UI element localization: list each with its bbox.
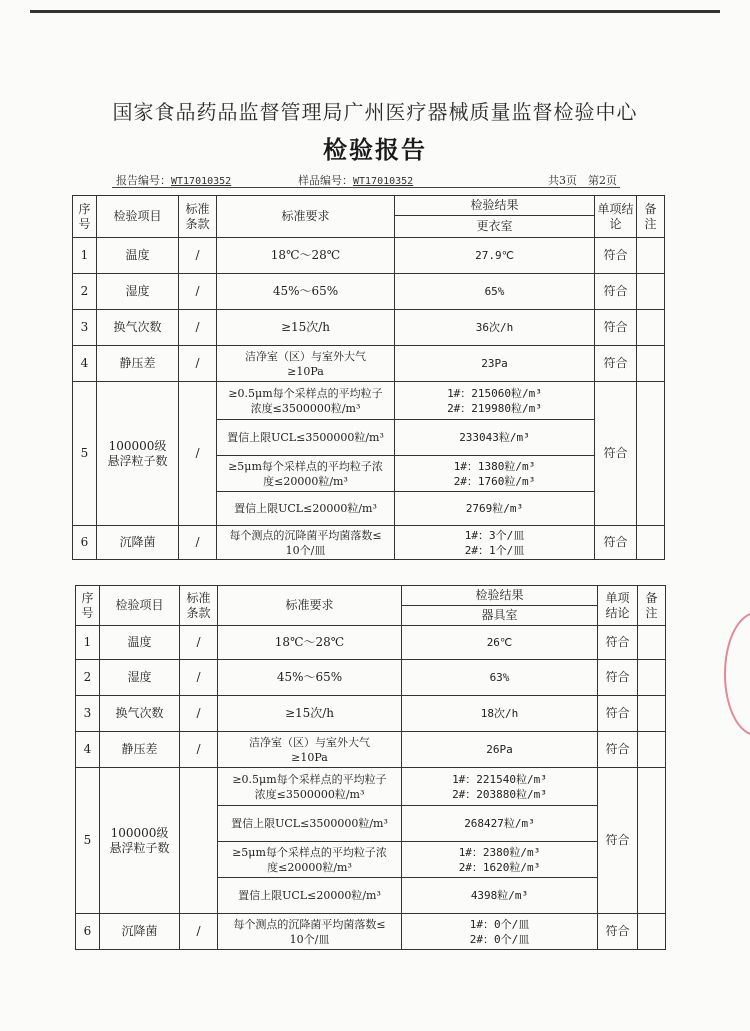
row-verdict: 符合: [598, 732, 638, 768]
requirement-line: 度≤20000粒/m³: [267, 860, 352, 874]
requirement-line: 浓度≤3500000粒/m³: [250, 401, 361, 415]
row-remark: [637, 382, 665, 526]
header-clause: 标准条款: [180, 586, 218, 626]
row-remark: [638, 768, 666, 914]
row-item: 静压差: [97, 346, 179, 382]
requirement-line: 洁净室（区）与室外大气: [249, 735, 370, 749]
row-requirement: 置信上限UCL≤20000粒/m³: [218, 878, 402, 914]
row-remark: [638, 696, 666, 732]
row-number: 1: [76, 626, 100, 660]
row-verdict: 符合: [595, 274, 637, 310]
result-line: 1#：221540粒/m³: [452, 772, 547, 786]
row-remark: [637, 346, 665, 382]
requirement-line: ≥10Pa: [287, 364, 324, 378]
table-row: [76, 914, 666, 950]
row-remark: [637, 274, 665, 310]
table-row: [73, 238, 665, 274]
header-verdict: 单项结论: [598, 586, 638, 626]
row-verdict: 符合: [598, 914, 638, 950]
row-verdict: 符合: [595, 346, 637, 382]
row-remark: [638, 626, 666, 660]
row-clause: /: [179, 382, 217, 526]
header-item: 检验项目: [100, 586, 180, 626]
table-row: [73, 346, 665, 382]
row-remark: [638, 732, 666, 768]
table-row: [76, 696, 666, 732]
header-result: 检验结果: [395, 196, 595, 216]
table-row: [76, 660, 666, 696]
location-label: 更衣室: [395, 216, 595, 238]
row-result: 27.9℃: [395, 238, 595, 274]
row-requirement: ≥15次/h: [218, 696, 402, 732]
row-item: 湿度: [97, 274, 179, 310]
organization-name: 国家食品药品监督管理局广州医疗器械质量监督检验中心: [112, 100, 638, 124]
row-result: 26Pa: [402, 732, 598, 768]
row-verdict: 符合: [598, 696, 638, 732]
row-requirement: [218, 914, 402, 950]
table-row: [76, 732, 666, 768]
row-number: 5: [76, 768, 100, 914]
row-clause: /: [180, 732, 218, 768]
table-row: [73, 274, 665, 310]
row-number: 2: [73, 274, 97, 310]
row-requirement: 18℃～28℃: [218, 626, 402, 660]
result-line: 2#：219980粒/m³: [447, 401, 542, 415]
row-result: [402, 768, 598, 806]
row-verdict: 符合: [595, 310, 637, 346]
row-result: [395, 382, 595, 420]
table-row: [76, 626, 666, 660]
row-requirement: [217, 526, 395, 560]
row-number: 4: [73, 346, 97, 382]
row-result: [395, 526, 595, 560]
report-number-label: 报告编号：: [116, 174, 171, 187]
result-line: 2#：203880粒/m³: [452, 787, 547, 801]
row-number: 6: [76, 914, 100, 950]
row-verdict: 符合: [598, 768, 638, 914]
row-number: 3: [76, 696, 100, 732]
table-header-row: [73, 196, 665, 216]
row-requirement: [217, 456, 395, 492]
requirement-line: ≥10Pa: [291, 750, 328, 764]
row-result: [395, 456, 595, 492]
result-line: 1#：215060粒/m³: [447, 386, 542, 400]
header-requirement: 标准要求: [217, 196, 395, 238]
row-requirement: 18℃～28℃: [217, 238, 395, 274]
header-remark: 备注: [637, 196, 665, 238]
row-item: [97, 382, 179, 526]
table-row: [76, 768, 666, 806]
sample-number-value: WT17010352: [353, 176, 414, 187]
official-seal-stamp: [724, 612, 750, 736]
row-requirement: [217, 382, 395, 420]
row-clause: [180, 768, 218, 914]
row-result: 65%: [395, 274, 595, 310]
row-result: 18次/h: [402, 696, 598, 732]
header-seq: 序号: [73, 196, 97, 238]
row-remark: [638, 660, 666, 696]
result-line: 1#：3个/皿: [464, 528, 525, 542]
result-line: 2#：1760粒/m³: [453, 474, 536, 488]
row-remark: [637, 238, 665, 274]
table-row: [73, 310, 665, 346]
report-number: [116, 172, 231, 188]
row-number: 1: [73, 238, 97, 274]
row-item: 温度: [100, 626, 180, 660]
row-requirement: [218, 732, 402, 768]
row-result: 26℃: [402, 626, 598, 660]
row-number: 5: [73, 382, 97, 526]
requirement-line: 度≤20000粒/m³: [263, 474, 348, 488]
result-line: 1#：2380粒/m³: [458, 845, 541, 859]
location-label: 器具室: [402, 606, 598, 626]
row-clause: /: [179, 310, 217, 346]
row-requirement: ≥15次/h: [217, 310, 395, 346]
table-row: [73, 382, 665, 420]
row-clause: /: [180, 914, 218, 950]
header-seq: 序号: [76, 586, 100, 626]
row-remark: [637, 310, 665, 346]
row-number: 3: [73, 310, 97, 346]
requirement-line: ≥0.5μm每个采样点的平均粒子: [228, 386, 383, 400]
header-item: 检验项目: [97, 196, 179, 238]
row-requirement: 45%～65%: [217, 274, 395, 310]
row-requirement: [218, 842, 402, 878]
row-clause: /: [179, 274, 217, 310]
row-verdict: 符合: [595, 238, 637, 274]
requirement-line: 每个测点的沉降菌平均菌落数≤: [233, 917, 386, 931]
item-line: 100000级: [110, 825, 169, 840]
row-clause: /: [179, 238, 217, 274]
row-verdict: 符合: [595, 382, 637, 526]
row-requirement: 置信上限UCL≤20000粒/m³: [217, 492, 395, 526]
row-remark: [637, 526, 665, 560]
header-result: 检验结果: [402, 586, 598, 606]
row-item: 静压差: [100, 732, 180, 768]
row-clause: /: [179, 526, 217, 560]
item-line: 100000级: [108, 438, 167, 453]
row-clause: /: [179, 346, 217, 382]
requirement-line: 10个/皿: [289, 932, 330, 946]
row-number: 6: [73, 526, 97, 560]
result-line: 2#：0个/皿: [469, 932, 530, 946]
row-requirement: 45%～65%: [218, 660, 402, 696]
row-result: 4398粒/m³: [402, 878, 598, 914]
requirement-line: 每个测点的沉降菌平均菌落数≤: [229, 528, 382, 542]
table-row: [73, 526, 665, 560]
row-result: [402, 842, 598, 878]
report-table-1: [72, 195, 665, 560]
header-remark: 备注: [638, 586, 666, 626]
row-result: 233043粒/m³: [395, 420, 595, 456]
report-title: 检验报告: [323, 135, 427, 164]
header-verdict: 单项结论: [595, 196, 637, 238]
row-number: 4: [76, 732, 100, 768]
row-verdict: 符合: [598, 660, 638, 696]
row-result: 23Pa: [395, 346, 595, 382]
row-clause: /: [180, 696, 218, 732]
requirement-line: 浓度≤3500000粒/m³: [254, 787, 365, 801]
row-result: 36次/h: [395, 310, 595, 346]
requirement-line: 10个/皿: [285, 543, 326, 557]
row-result: [402, 914, 598, 950]
table-header-row: [76, 586, 666, 606]
row-item: 湿度: [100, 660, 180, 696]
row-requirement: [218, 768, 402, 806]
row-item: 换气次数: [100, 696, 180, 732]
row-item: 温度: [97, 238, 179, 274]
row-result: 268427粒/m³: [402, 806, 598, 842]
header-clause: 标准条款: [179, 196, 217, 238]
sample-number-label: 样品编号：: [298, 174, 353, 187]
row-requirement: 置信上限UCL≤3500000粒/m³: [218, 806, 402, 842]
result-line: 1#：0个/皿: [469, 917, 530, 931]
top-border-line: [30, 10, 720, 13]
row-item: 换气次数: [97, 310, 179, 346]
row-clause: /: [180, 660, 218, 696]
row-result: 2769粒/m³: [395, 492, 595, 526]
row-clause: /: [180, 626, 218, 660]
row-item: 沉降菌: [97, 526, 179, 560]
requirement-line: 洁净室（区）与室外大气: [245, 349, 366, 363]
result-line: 2#：1个/皿: [464, 543, 525, 557]
header-requirement: 标准要求: [218, 586, 402, 626]
row-item: 沉降菌: [100, 914, 180, 950]
requirement-line: ≥0.5μm每个采样点的平均粒子: [232, 772, 387, 786]
item-line: 悬浮粒子数: [109, 840, 170, 855]
row-verdict: 符合: [598, 626, 638, 660]
result-line: 1#：1380粒/m³: [453, 459, 536, 473]
row-result: 63%: [402, 660, 598, 696]
row-requirement: 置信上限UCL≤3500000粒/m³: [217, 420, 395, 456]
meta-underline: [112, 187, 620, 188]
report-number-value: WT17010352: [171, 176, 232, 187]
row-number: 2: [76, 660, 100, 696]
row-item: [100, 768, 180, 914]
report-table-2: [75, 585, 666, 950]
row-verdict: 符合: [595, 526, 637, 560]
requirement-line: ≥5μm每个采样点的平均粒子浓: [228, 459, 383, 473]
row-remark: [638, 914, 666, 950]
page-info: 共3页 第2页: [548, 174, 617, 187]
item-line: 悬浮粒子数: [107, 453, 168, 468]
requirement-line: ≥5μm每个采样点的平均粒子浓: [232, 845, 387, 859]
sample-number: [298, 172, 413, 188]
row-requirement: [217, 346, 395, 382]
result-line: 2#：1620粒/m³: [458, 860, 541, 874]
